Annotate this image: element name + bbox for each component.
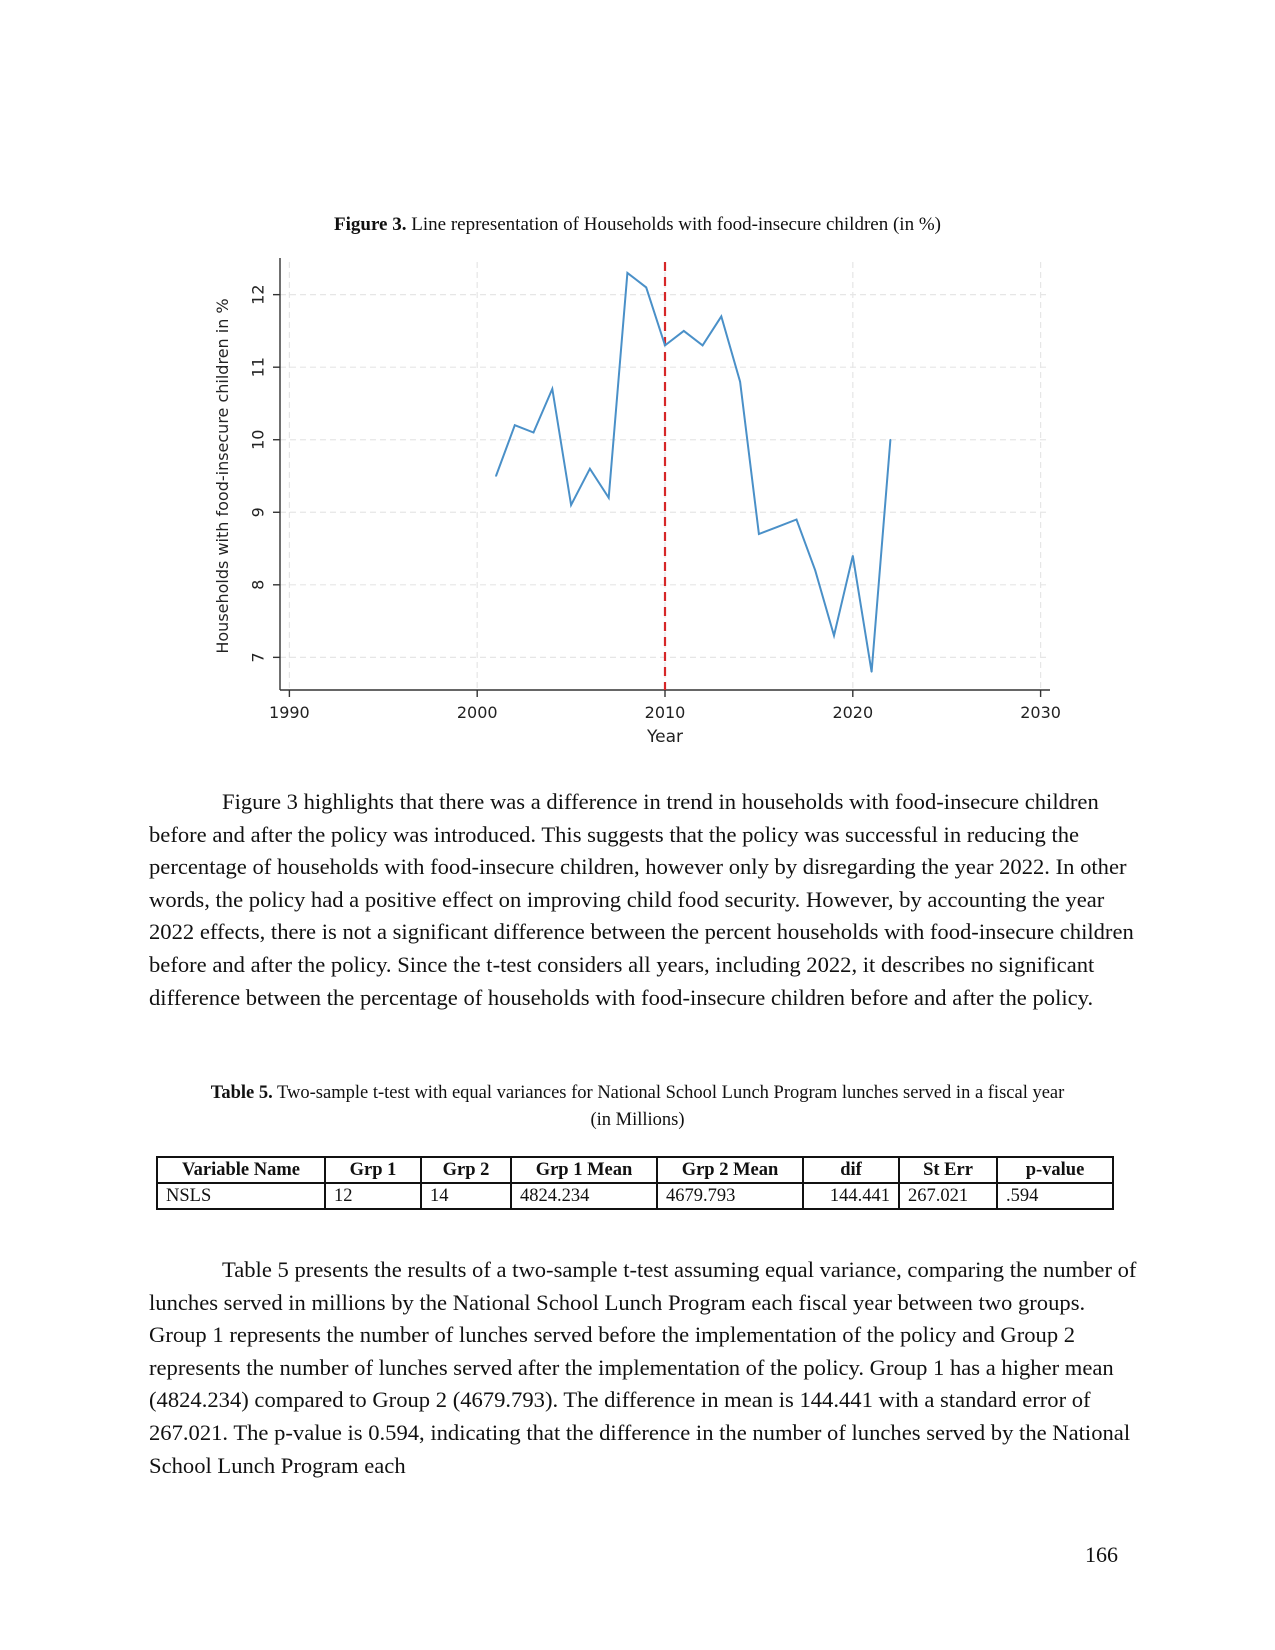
data-point: [702, 345, 704, 347]
x-tick-label: 2000: [456, 703, 498, 722]
data-point: [796, 519, 798, 521]
header-grp2-mean: Grp 2 Mean: [657, 1157, 803, 1183]
y-tick-label: 11: [248, 357, 268, 378]
data-point: [495, 475, 497, 477]
cell-variable-name: NSLS: [157, 1183, 325, 1209]
cell-grp1-mean: 4824.234: [511, 1183, 657, 1209]
y-tick-label: 12: [248, 284, 268, 305]
series-line: [496, 273, 890, 672]
data-point: [683, 330, 685, 332]
cell-st-err: 267.021: [899, 1183, 997, 1209]
x-tick-label: 1990: [269, 703, 310, 722]
data-point: [589, 468, 591, 470]
y-tick-label: 9: [248, 507, 268, 518]
x-axis-label: Year: [647, 727, 683, 747]
table-caption-line2: (in Millions): [590, 1110, 685, 1130]
y-tick-label: 7: [248, 652, 268, 663]
data-point: [627, 272, 629, 274]
page-number: 166: [1085, 1542, 1118, 1567]
header-st-err: St Err: [899, 1157, 997, 1183]
table-header-row: [157, 1157, 1113, 1183]
data-point: [833, 635, 835, 637]
cell-grp2: 14: [421, 1183, 511, 1209]
header-p-value: p-value: [997, 1157, 1113, 1183]
data-point: [890, 439, 892, 441]
header-grp1: Grp 1: [325, 1157, 421, 1183]
data-point: [608, 497, 610, 499]
data-point: [533, 432, 535, 434]
table-label: Table 5.: [210, 1083, 273, 1103]
ttest-table: [156, 1156, 1114, 1210]
header-dif: dif: [803, 1157, 899, 1183]
data-point: [777, 526, 779, 528]
data-point: [570, 504, 572, 506]
header-variable-name: Variable Name: [157, 1157, 325, 1183]
data-point: [514, 424, 516, 426]
data-point: [814, 570, 816, 572]
y-axis-label: Households with food-insecure children in %: [213, 298, 232, 654]
cell-grp1: 12: [325, 1183, 421, 1209]
table-caption: [155, 1080, 1120, 1134]
header-grp2: Grp 2: [421, 1157, 511, 1183]
data-point: [721, 316, 723, 318]
data-point: [739, 381, 741, 383]
figure-caption-text: Line representation of Households with food-insecure children (in %): [406, 214, 941, 235]
x-tick-label: 2010: [644, 703, 686, 722]
line-chart: [0, 0, 1275, 760]
data-point: [758, 533, 760, 535]
cell-p-value: .594: [997, 1183, 1113, 1209]
data-point: [645, 287, 647, 289]
cell-grp2-mean: 4679.793: [657, 1183, 803, 1209]
data-point: [871, 671, 873, 673]
table-row: [157, 1183, 1113, 1209]
data-point: [852, 555, 854, 557]
header-grp1-mean: Grp 1 Mean: [511, 1157, 657, 1183]
body-paragraph-1: Figure 3 highlights that there was a difference in trend in households with food-insecure children before and after the policy was introduced. This suggests that the policy was successful in reducing the percentage of households with food-insecure children, however only by disregarding the year 2022. In other words, the policy had a positive effect on improving child food security. However, by accounting the year 2022 effects, there is not a significant difference between the percent households with food-insecure children before and after the policy. Since the t-test considers all years, including 2022, it describes no significant difference between the percentage of households with food-insecure children before and after the policy.: [149, 789, 1134, 1010]
x-tick-label: 2020: [832, 703, 874, 722]
y-tick-label: 8: [248, 579, 268, 590]
data-point: [552, 388, 554, 390]
data-point: [664, 345, 666, 347]
cell-dif: 144.441: [803, 1183, 899, 1209]
figure-label: Figure 3.: [334, 214, 407, 235]
x-tick-label: 2030: [1020, 703, 1061, 722]
table-caption-line1: Two-sample t-test with equal variances for National School Lunch Program lunches served in a fiscal year: [272, 1083, 1065, 1103]
y-tick-label: 10: [248, 429, 268, 450]
body-paragraph-2: Table 5 presents the results of a two-sample t-test assuming equal variance, comparing the number of lunches served in millions by the National School Lunch Program each fiscal year between two groups. Group 1 represents the number of lunches served before the implementation of the policy and Group 2 represents the number of lunches served after the implementation of the policy. Group 1 has a higher mean (4824.234) compared to Group 2 (4679.793). The difference in mean is 144.441 with a standard error of 267.021. The p-value is 0.594, indicating that the difference in the number of lunches served by the National School Lunch Program each: [149, 1257, 1137, 1478]
